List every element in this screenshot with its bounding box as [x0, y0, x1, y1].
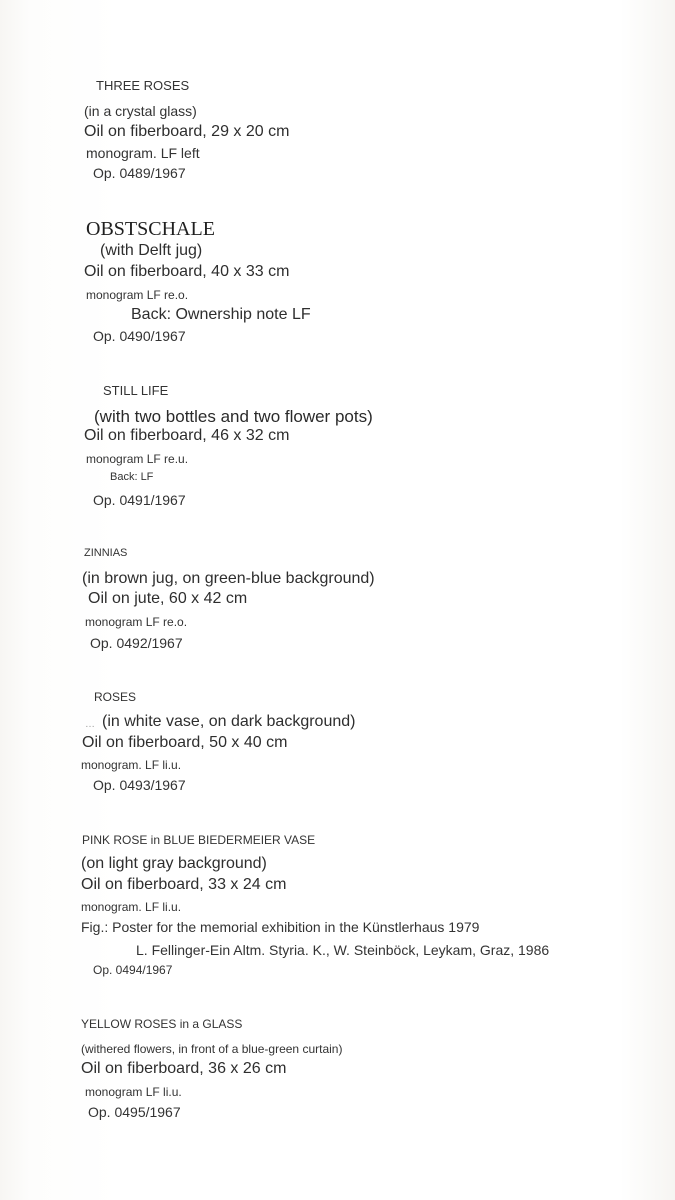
entry-opus: Op. 0493/1967: [93, 777, 186, 793]
entry-subtitle: (with Delft jug): [100, 242, 203, 259]
entry-medium: Oil on fiberboard, 33 x 24 cm: [81, 876, 287, 893]
entry-medium: Oil on fiberboard, 29 x 20 cm: [84, 123, 290, 140]
entry-signature: monogram. LF left: [86, 145, 200, 161]
entry-opus: Op. 0494/1967: [93, 963, 173, 977]
entry-signature: monogram LF re.o.: [86, 288, 189, 302]
entry-medium: Oil on fiberboard, 40 x 33 cm: [84, 263, 290, 280]
entry-signature: monogram. LF li.u.: [81, 758, 182, 772]
entry-medium: Oil on fiberboard, 50 x 40 cm: [82, 734, 288, 751]
entry-medium: Oil on fiberboard, 46 x 32 cm: [84, 427, 290, 444]
entry-opus: Op. 0491/1967: [93, 492, 186, 508]
entry-signature: monogram LF re.o.: [85, 615, 188, 629]
entry-subtitle: (in brown jug, on green-blue background): [82, 570, 375, 587]
entry-title: STILL LIFE: [103, 383, 169, 398]
entry-subtitle: (on light gray background): [81, 855, 267, 872]
entry-title: OBSTSCHALE: [86, 218, 215, 240]
entry-opus: Op. 0490/1967: [93, 328, 186, 344]
entry-subtitle: (in white vase, on dark background): [102, 713, 356, 730]
entry-note: Back: LF: [110, 471, 154, 483]
entry-title: ZINNIAS: [84, 547, 128, 559]
entry-subtitle: (in a crystal glass): [84, 103, 197, 119]
entry-figure: Fig.: Poster for the memorial exhibition in the Künstlerhaus 1979: [81, 919, 480, 935]
entry-reference: L. Fellinger-Ein Altm. Styria. K., W. Steinböck, Leykam, Graz, 1986: [136, 942, 550, 958]
entry-signature: monogram. LF li.u.: [81, 900, 182, 914]
speck-mark: …: [85, 719, 95, 730]
entry-medium: Oil on fiberboard, 36 x 26 cm: [81, 1060, 287, 1077]
entry-opus: Op. 0489/1967: [93, 165, 186, 181]
entry-title: THREE ROSES: [96, 78, 190, 93]
entry-title: ROSES: [94, 690, 137, 704]
entry-subtitle: (with two bottles and two flower pots): [94, 407, 373, 426]
entry-signature: monogram LF li.u.: [85, 1085, 182, 1099]
entry-title: YELLOW ROSES in a GLASS: [81, 1017, 243, 1031]
entry-signature: monogram LF re.u.: [86, 452, 189, 466]
entry-note: Back: Ownership note LF: [131, 306, 311, 323]
entry-opus: Op. 0495/1967: [88, 1104, 181, 1120]
entry-medium: Oil on jute, 60 x 42 cm: [88, 590, 248, 607]
entry-opus: Op. 0492/1967: [90, 635, 183, 651]
entry-subtitle: (withered flowers, in front of a blue-green curtain): [81, 1042, 343, 1056]
entry-title: PINK ROSE in BLUE BIEDERMEIER VASE: [82, 833, 316, 847]
